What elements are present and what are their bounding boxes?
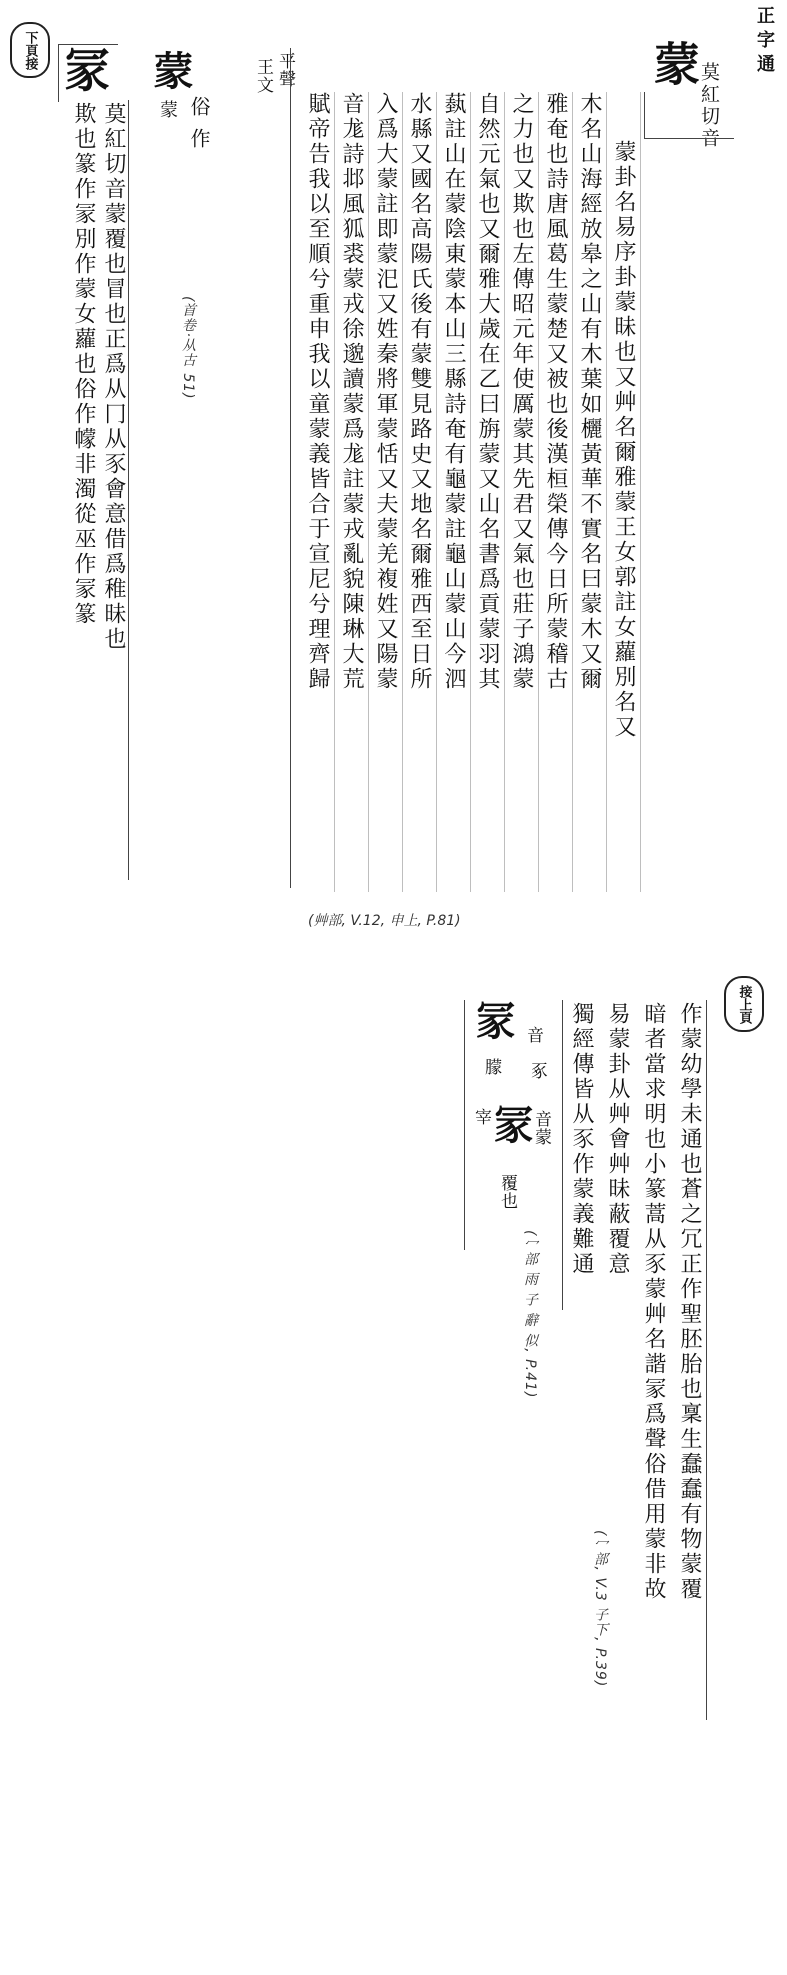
right-badge: 接上頁 bbox=[724, 976, 764, 1032]
entry2-extra: 豖 bbox=[527, 1062, 547, 1080]
entry3-headword: 冡 bbox=[487, 1104, 534, 1147]
bottom-col-1: 作蒙幼學未通也蒼之冗正作聖胚胎也稟生蠢蠢有物蒙覆 bbox=[677, 1002, 702, 1602]
bottom-note: (冖部, V.3 子下, P.39) bbox=[592, 1530, 608, 1688]
entry2-sound: 朦 bbox=[481, 1058, 501, 1076]
entry3-note: (冖部 雨 子 辭 似, P.41) bbox=[522, 1230, 538, 1399]
middle-text-a: 俗作 bbox=[187, 96, 211, 160]
top-col-1: 蒙卦名易序卦蒙昧也又艸名爾雅蒙王女郭註女蘿別名又 bbox=[611, 140, 636, 740]
top-headword: 蒙 bbox=[647, 40, 701, 86]
book-title: 正字通 bbox=[754, 6, 775, 78]
entry3-sound-label: 音蒙 bbox=[531, 1110, 551, 1146]
left-col-2: 欺也篆作冡別作蒙女蘿也俗作幪非濁從巫作冡篆 bbox=[71, 102, 96, 627]
entry2-sound-label: 音 bbox=[523, 1026, 543, 1044]
entry2-headword: 冡 bbox=[469, 1000, 516, 1043]
top-col-7: 水縣又國名高陽氏後有蒙雙見路史又地名爾雅西至日所 bbox=[407, 92, 432, 692]
top-citation: (艸部, V.12, 申上, P.81) bbox=[308, 913, 461, 929]
top-side-text-b: 王文 bbox=[253, 58, 273, 94]
left-headword: 冡 bbox=[57, 46, 111, 92]
top-col-6: 蓺註山在蒙陰東蒙本山三縣詩奄有龜蒙註龜山蒙山今泗 bbox=[441, 92, 466, 692]
entry3-def-b: 覆也 bbox=[497, 1174, 517, 1210]
bottom-col-4: 獨經傳皆从豕作蒙義難通 bbox=[569, 1002, 594, 1277]
bottom-col-3: 易蒙卦从艸會艸昧蔽覆意 bbox=[605, 1002, 630, 1277]
top-col-8: 入爲大蒙註即蒙汜又姓秦將軍蒙恬又夫蒙羌複姓又陽蒙 bbox=[373, 92, 398, 692]
top-col-2: 木名山海經放皋之山有木葉如欐黃華不實名曰蒙木又爾 bbox=[577, 92, 602, 692]
left-col-1: 莫紅切音蒙覆也冒也正爲从冂从豕會意借爲稚昧也 bbox=[101, 102, 126, 652]
middle-headword: 蒙 bbox=[147, 50, 194, 93]
top-col-4: 之力也又欺也左傳昭元年使厲蒙其先君又氣也莊子鴻蒙 bbox=[509, 92, 534, 692]
middle-text-b: 蒙 bbox=[157, 100, 178, 121]
top-col-10: 賦帝告我以至順兮重申我以童蒙義皆合于宣尼兮理齊歸 bbox=[305, 92, 330, 692]
top-col-9: 音尨詩邶風狐裘蒙戎徐邈讀蒙爲尨註蒙戎亂貌陳琳大荒 bbox=[339, 92, 364, 692]
middle-note: (首卷·从古 51) bbox=[180, 296, 196, 400]
entry3-def-a: 宰 bbox=[471, 1108, 491, 1126]
top-col-5: 自然元氣也又爾雅大歲在乙曰旃蒙又山名書爲貢蒙羽其 bbox=[475, 92, 500, 692]
top-fanqie: 莫紅切音 bbox=[698, 62, 720, 150]
bottom-col-2: 暗者當求明也小篆蒿从豕蒙艸名諧冡爲聲俗借用蒙非故 bbox=[641, 1002, 666, 1602]
top-col-3: 雅奄也詩唐風葛生蒙楚又被也後漢桓榮傳今日所蒙稽古 bbox=[543, 92, 568, 692]
top-side-text-a: 平聲 bbox=[275, 52, 295, 88]
left-badge: 下頁接 bbox=[10, 22, 50, 78]
